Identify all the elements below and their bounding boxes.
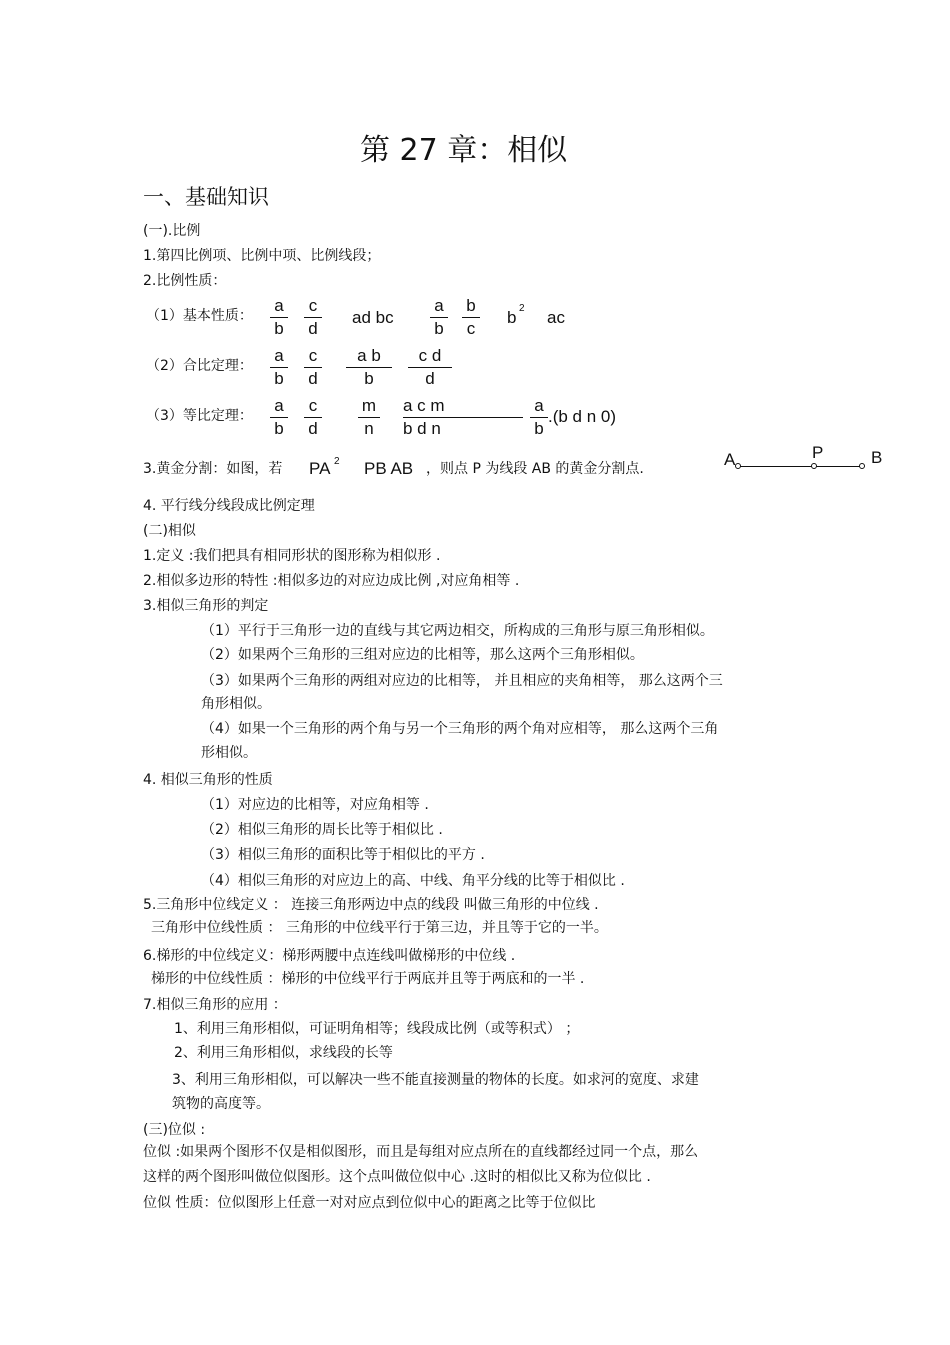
point-label-p: P <box>812 443 824 462</box>
fraction-a-over-b: a b <box>270 346 288 389</box>
exponent: 2 <box>334 456 340 467</box>
text-line: 3.黄金分割：如图，若 <box>143 461 283 477</box>
text-line: 2.相似多边形的特性 :相似多边的对应边成比例 ,对应角相等 . <box>143 573 520 589</box>
application-item: 1、利用三角形相似，可证明角相等；线段成比例（或等积式） ； <box>174 1021 580 1037</box>
text-line: 位似 :如果两个图形不仅是相似图形，而且是每组对应点所在的直线都经过同一个点，那么 <box>143 1144 699 1160</box>
fraction-a-over-b: a b <box>270 296 288 339</box>
text-line: 5.三角形中位线定义 ： 连接三角形两边中点的线段 叫做三角形的中位线 . <box>143 897 599 913</box>
text-line: 7.相似三角形的应用 ： <box>143 997 287 1013</box>
criterion-item: （4）如果一个三角形的两个角与另一个三角形的两个角对应相等， 那么这两个三角 <box>201 721 719 737</box>
fraction-m-over-n: m n <box>358 396 380 439</box>
subsection-heading-similarity: (二)相似 <box>143 523 196 539</box>
application-item-continued: 筑物的高度等。 <box>172 1096 270 1112</box>
point-b <box>859 463 865 469</box>
condition-text: .(b d n 0) <box>548 407 617 426</box>
property-label-sum: （2）合比定理： <box>146 358 253 374</box>
formula-text: PB AB <box>364 459 414 478</box>
fraction-apb-over-b: a b b <box>346 346 392 389</box>
subsection-heading-ratio: (一).比例 <box>143 223 201 239</box>
criterion-item-continued: 角形相似。 <box>201 696 271 712</box>
fraction-b-over-c: b c <box>462 296 480 339</box>
point-label-b: B <box>871 448 883 467</box>
criterion-item: （3）如果两个三角形的两组对应边的比相等， 并且相应的夹角相等， 那么这两个三 <box>201 673 723 689</box>
fraction-c-over-d: c d <box>304 296 322 339</box>
subsection-heading-homothety: (三)位似 : <box>143 1122 206 1138</box>
criterion-item: （1）平行于三角形一边的直线与其它两边相交，所构成的三角形与原三角形相似。 <box>201 623 714 639</box>
property-label-equal-ratio: （3）等比定理： <box>146 408 253 424</box>
text-line: 3.相似三角形的判定 <box>143 598 269 614</box>
formula-text: ac <box>547 308 565 327</box>
text-line: ，则点 P 为线段 AB 的黄金分割点. <box>426 461 644 477</box>
property-item: （2）相似三角形的周长比等于相似比 . <box>201 822 443 838</box>
section-heading: 一、基础知识 <box>143 185 269 209</box>
application-item: 3、利用三角形相似，可以解决一些不能直接测量的物体的长度。如求河的宽度、求建 <box>172 1072 699 1088</box>
fraction-a-over-b: a b <box>270 396 288 439</box>
text-line: 梯形的中位线性质 ：梯形的中位线平行于两底并且等于两底和的一半 . <box>151 971 585 987</box>
fraction-cpd-over-d: c d d <box>408 346 452 389</box>
formula-text: ad bc <box>352 308 394 327</box>
text-line: 这样的两个图形叫做位似图形。这个点叫做位似中心 .这时的相似比又称为位似比 . <box>143 1169 651 1185</box>
point-p <box>811 463 817 469</box>
exponent: 2 <box>519 303 525 314</box>
formula-text: b <box>507 308 517 327</box>
text-line: 6.梯形的中位线定义：梯形两腰中点连线叫做梯形的中位线 . <box>143 948 516 964</box>
point-label-a: A <box>724 450 736 469</box>
text-line: 1.第四比例项、比例中项、比例线段； <box>143 248 381 264</box>
fraction-c-over-d: c d <box>304 396 322 439</box>
fraction-c-over-d: c d <box>304 346 322 389</box>
text-line: 4. 相似三角形的性质 <box>143 772 273 788</box>
property-label-basic: （1）基本性质： <box>146 308 253 324</box>
text-line: 4. 平行线分线段成比例定理 <box>143 498 315 514</box>
criterion-item: （2）如果两个三角形的三组对应边的比相等，那么这两个三角形相似。 <box>201 647 644 663</box>
point-a <box>735 463 741 469</box>
property-item: （1）对应边的比相等，对应角相等 . <box>201 797 429 813</box>
fraction-a-over-b: a b <box>430 296 448 339</box>
formula-text: PA <box>309 459 331 478</box>
page-title: 第 27 章：相似 <box>360 133 568 168</box>
text-line: 1.定义 :我们把具有相同形状的图形称为相似形 . <box>143 548 441 564</box>
text-line: 位似 性质：位似图形上任意一对对应点到位似中心的距离之比等于位似比 <box>143 1195 596 1211</box>
property-item: （4）相似三角形的对应边上的高、中线、角平分线的比等于相似比 . <box>201 873 625 889</box>
fraction-sum-numerators-over-sum-denominators: a c m b d n <box>403 396 523 439</box>
fraction-a-over-b: a b <box>530 396 548 439</box>
property-item: （3）相似三角形的面积比等于相似比的平方 . <box>201 847 485 863</box>
application-item: 2、利用三角形相似，求线段的长等 <box>174 1045 393 1061</box>
line-segment-ab <box>738 466 863 467</box>
criterion-item-continued: 形相似。 <box>201 745 257 761</box>
text-line: 三角形中位线性质 ： 三角形的中位线平行于第三边，并且等于它的一半。 <box>151 920 608 936</box>
text-line: 2.比例性质： <box>143 273 227 289</box>
